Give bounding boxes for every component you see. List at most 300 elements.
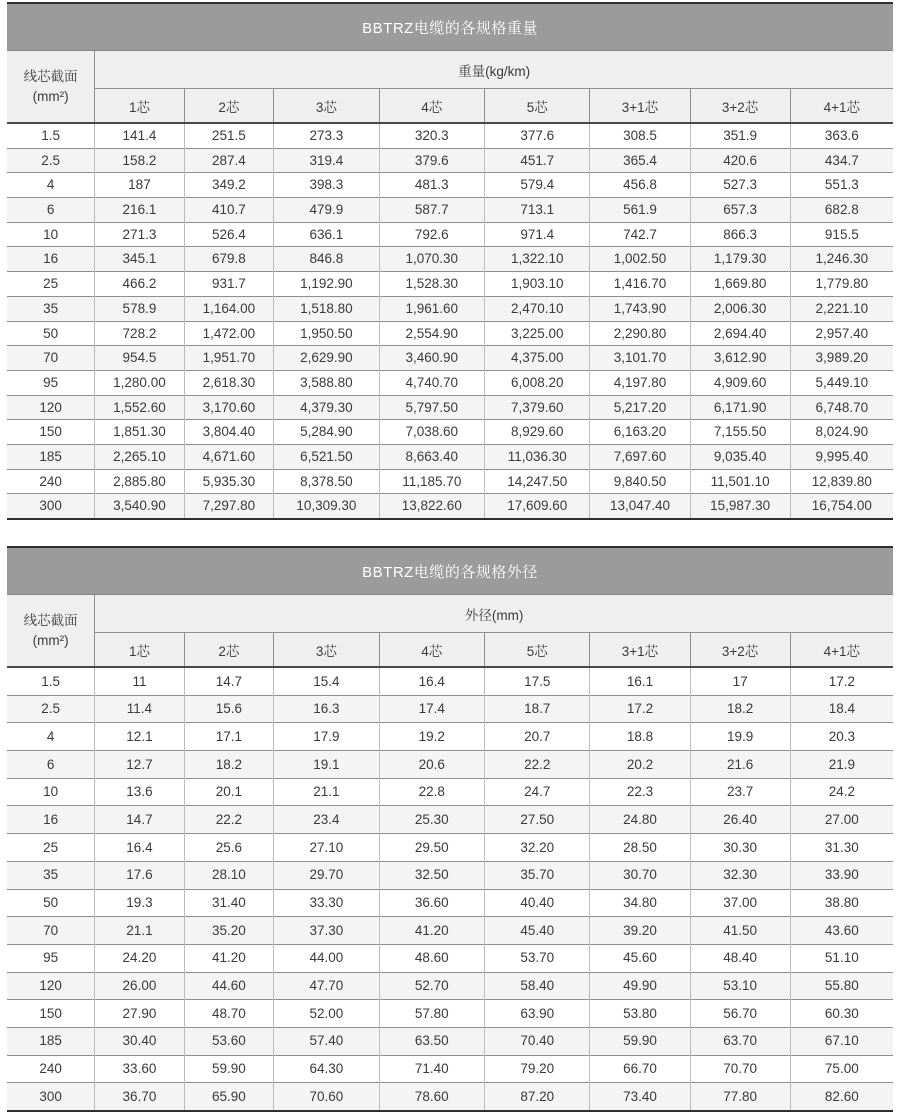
column-header-cell: 3+1芯 (590, 633, 690, 668)
value-cell: 40.40 (485, 889, 590, 917)
value-cell: 3,612.90 (690, 346, 790, 371)
value-cell: 60.30 (790, 1000, 893, 1028)
value-cell: 39.20 (590, 917, 690, 945)
value-cell: 319.4 (274, 148, 379, 173)
value-cell: 5,217.20 (590, 395, 690, 420)
table-title: BBTRZ电缆的各规格外径 (7, 548, 893, 595)
table-row (7, 420, 893, 445)
value-cell: 37.00 (690, 889, 790, 917)
value-cell: 27.90 (95, 1000, 184, 1028)
value-cell: 187 (95, 173, 184, 198)
value-cell: 2,265.10 (95, 444, 184, 469)
table-row (7, 806, 893, 834)
value-cell: 52.70 (379, 972, 484, 1000)
value-cell: 14.7 (184, 667, 273, 695)
table-row (7, 723, 893, 751)
value-cell: 7,297.80 (184, 494, 273, 518)
table-row (7, 972, 893, 1000)
value-cell: 31.30 (790, 834, 893, 862)
value-cell: 3,588.80 (274, 370, 379, 395)
section-cell: 25 (7, 272, 95, 297)
row-header-label: 线芯截面 (23, 68, 78, 84)
value-cell: 365.4 (590, 148, 690, 173)
value-cell: 30.40 (95, 1027, 184, 1055)
section-cell: 240 (7, 469, 95, 494)
section-cell: 6 (7, 198, 95, 223)
value-cell: 28.10 (184, 861, 273, 889)
value-cell: 17.2 (790, 667, 893, 695)
table-row (7, 321, 893, 346)
value-cell: 1,246.30 (790, 247, 893, 272)
section-cell: 10 (7, 778, 95, 806)
value-cell: 82.60 (790, 1083, 893, 1110)
value-cell: 2,554.90 (379, 321, 484, 346)
value-cell: 7,379.60 (485, 395, 590, 420)
table-row (7, 370, 893, 395)
value-cell: 45.40 (485, 917, 590, 945)
value-cell: 25.30 (379, 806, 484, 834)
section-cell: 2.5 (7, 148, 95, 173)
value-cell: 7,697.60 (590, 444, 690, 469)
value-cell: 7,155.50 (690, 420, 790, 445)
value-cell: 55.80 (790, 972, 893, 1000)
value-cell: 19.9 (690, 723, 790, 751)
value-cell: 456.8 (590, 173, 690, 198)
section-cell: 150 (7, 420, 95, 445)
value-cell: 931.7 (184, 272, 273, 297)
table-row (7, 834, 893, 862)
value-cell: 5,449.10 (790, 370, 893, 395)
value-cell: 2,885.80 (95, 469, 184, 494)
value-cell: 1,322.10 (485, 247, 590, 272)
value-cell: 1,472.00 (184, 321, 273, 346)
value-cell: 37.30 (274, 917, 379, 945)
value-cell: 7,038.60 (379, 420, 484, 445)
value-cell: 846.8 (274, 247, 379, 272)
value-cell: 1,416.70 (590, 272, 690, 297)
value-cell: 79.20 (485, 1055, 590, 1083)
value-cell: 35.20 (184, 917, 273, 945)
row-header-label: 线芯截面 (23, 612, 78, 628)
value-cell: 70.70 (690, 1055, 790, 1083)
value-cell: 8,663.40 (379, 444, 484, 469)
value-cell: 67.10 (790, 1027, 893, 1055)
value-cell: 4,375.00 (485, 346, 590, 371)
value-cell: 1,192.90 (274, 272, 379, 297)
value-cell: 43.60 (790, 917, 893, 945)
value-cell: 75.00 (790, 1055, 893, 1083)
value-cell: 24.20 (95, 944, 184, 972)
value-cell: 41.50 (690, 917, 790, 945)
section-cell: 4 (7, 173, 95, 198)
value-cell: 47.70 (274, 972, 379, 1000)
value-cell: 273.3 (274, 123, 379, 148)
value-cell: 251.5 (184, 123, 273, 148)
table-header (7, 51, 893, 123)
value-cell: 3,170.60 (184, 395, 273, 420)
value-cell: 954.5 (95, 346, 184, 371)
value-cell: 17.9 (274, 723, 379, 751)
value-cell: 63.70 (690, 1027, 790, 1055)
section-cell: 300 (7, 494, 95, 518)
table-row (7, 917, 893, 945)
value-cell: 52.00 (274, 1000, 379, 1028)
table-body (7, 667, 893, 1110)
value-cell: 15.4 (274, 667, 379, 695)
column-header-row (7, 89, 893, 124)
section-cell: 1.5 (41, 128, 60, 143)
value-cell: 21.1 (95, 917, 184, 945)
value-cell: 636.1 (274, 222, 379, 247)
table-row (7, 272, 893, 297)
value-cell: 41.20 (379, 917, 484, 945)
value-cell: 2,290.80 (590, 321, 690, 346)
value-cell: 6,748.70 (790, 395, 893, 420)
value-cell: 17.6 (95, 861, 184, 889)
value-cell: 57.40 (274, 1027, 379, 1055)
value-cell: 158.2 (95, 148, 184, 173)
value-cell: 18.4 (790, 695, 893, 723)
value-cell: 36.70 (95, 1083, 184, 1110)
value-cell: 561.9 (590, 198, 690, 223)
value-cell: 18.8 (590, 723, 690, 751)
spec-table-section (7, 2, 893, 520)
section-cell: 6 (7, 751, 95, 779)
value-cell: 363.6 (790, 123, 893, 148)
value-cell: 349.2 (184, 173, 273, 198)
value-cell: 15.6 (184, 695, 273, 723)
value-cell: 45.60 (590, 944, 690, 972)
value-cell: 579.4 (485, 173, 590, 198)
value-cell: 6,008.20 (485, 370, 590, 395)
value-cell: 44.00 (274, 944, 379, 972)
value-cell: 8,929.60 (485, 420, 590, 445)
value-cell: 13,047.40 (590, 494, 690, 518)
value-cell: 22.8 (379, 778, 484, 806)
value-cell: 17.1 (184, 723, 273, 751)
value-cell: 1,179.30 (690, 247, 790, 272)
value-cell: 971.4 (485, 222, 590, 247)
value-cell: 2,957.40 (790, 321, 893, 346)
value-cell: 25.6 (184, 834, 273, 862)
row-header-unit: (mm²) (32, 632, 69, 648)
section-cell: 50 (7, 889, 95, 917)
value-cell: 20.3 (790, 723, 893, 751)
unit-header-row (7, 51, 893, 89)
section-cell: 185 (7, 1027, 95, 1055)
value-cell: 21.1 (274, 778, 379, 806)
table-row (7, 494, 893, 518)
value-cell: 451.7 (485, 148, 590, 173)
column-header-cell: 4+1芯 (790, 633, 893, 668)
table-row (7, 1000, 893, 1028)
column-header-cell: 4芯 (379, 89, 484, 124)
value-cell: 11,036.30 (485, 444, 590, 469)
value-cell: 682.8 (790, 198, 893, 223)
value-cell: 1,518.80 (274, 296, 379, 321)
value-cell: 3,101.70 (590, 346, 690, 371)
value-cell: 48.60 (379, 944, 484, 972)
value-cell: 1,950.50 (274, 321, 379, 346)
table-row (7, 444, 893, 469)
value-cell: 19.2 (379, 723, 484, 751)
value-cell: 32.20 (485, 834, 590, 862)
value-cell: 17.4 (379, 695, 484, 723)
value-cell: 13,822.60 (379, 494, 484, 518)
value-cell: 10,309.30 (274, 494, 379, 518)
section-cell: 95 (7, 944, 95, 972)
value-cell: 23.4 (274, 806, 379, 834)
column-header-cell: 3芯 (274, 633, 379, 668)
value-cell: 24.2 (790, 778, 893, 806)
value-cell: 41.20 (184, 944, 273, 972)
value-cell: 308.5 (590, 123, 690, 148)
value-cell: 9,995.40 (790, 444, 893, 469)
value-cell: 20.1 (184, 778, 273, 806)
value-cell: 57.80 (379, 1000, 484, 1028)
value-cell: 48.70 (184, 1000, 273, 1028)
value-cell: 5,797.50 (379, 395, 484, 420)
value-cell: 16.4 (379, 667, 484, 695)
section-cell: 10 (7, 222, 95, 247)
column-header-cell: 2芯 (184, 89, 273, 124)
section-cell: 70 (7, 346, 95, 371)
value-cell: 527.3 (690, 173, 790, 198)
section-cell: 4 (7, 723, 95, 751)
value-cell: 27.00 (790, 806, 893, 834)
value-cell: 29.50 (379, 834, 484, 862)
value-cell: 1,528.30 (379, 272, 484, 297)
value-cell: 1,951.70 (184, 346, 273, 371)
value-cell: 4,671.60 (184, 444, 273, 469)
value-cell: 20.7 (485, 723, 590, 751)
table-row (7, 1055, 893, 1083)
value-cell: 59.90 (184, 1055, 273, 1083)
value-cell: 1,669.80 (690, 272, 790, 297)
value-cell: 526.4 (184, 222, 273, 247)
column-header-row (7, 633, 893, 668)
value-cell: 63.50 (379, 1027, 484, 1055)
row-header-cell (7, 595, 95, 667)
table-row (7, 469, 893, 494)
value-cell: 2,006.30 (690, 296, 790, 321)
value-cell: 2,694.40 (690, 321, 790, 346)
value-cell: 2,618.30 (184, 370, 273, 395)
value-cell: 78.60 (379, 1083, 484, 1110)
value-cell: 1,961.60 (379, 296, 484, 321)
value-cell: 12.7 (95, 751, 184, 779)
value-cell: 1,164.00 (184, 296, 273, 321)
value-cell: 38.80 (790, 889, 893, 917)
value-cell: 18.2 (690, 695, 790, 723)
column-header-cell: 1芯 (95, 89, 184, 124)
value-cell: 53.60 (184, 1027, 273, 1055)
table-body (7, 123, 893, 518)
column-header-cell: 3芯 (274, 89, 379, 124)
value-cell: 713.1 (485, 198, 590, 223)
table-row (7, 173, 893, 198)
value-cell: 27.10 (274, 834, 379, 862)
value-cell: 53.80 (590, 1000, 690, 1028)
value-cell: 16.3 (274, 695, 379, 723)
value-cell: 51.10 (790, 944, 893, 972)
value-cell: 466.2 (95, 272, 184, 297)
value-cell: 587.7 (379, 198, 484, 223)
value-cell: 32.30 (690, 861, 790, 889)
value-cell: 216.1 (95, 198, 184, 223)
table-row (7, 1027, 893, 1055)
value-cell: 9,840.50 (590, 469, 690, 494)
value-cell: 20.2 (590, 751, 690, 779)
value-cell: 271.3 (95, 222, 184, 247)
table-header (7, 595, 893, 667)
table-row (7, 944, 893, 972)
value-cell: 11,501.10 (690, 469, 790, 494)
value-cell: 22.2 (184, 806, 273, 834)
value-cell: 915.5 (790, 222, 893, 247)
value-cell: 21.9 (790, 751, 893, 779)
value-cell: 77.80 (690, 1083, 790, 1110)
value-cell: 410.7 (184, 198, 273, 223)
value-cell: 58.40 (485, 972, 590, 1000)
section-cell: 150 (7, 1000, 95, 1028)
value-cell: 6,171.90 (690, 395, 790, 420)
value-cell: 3,989.20 (790, 346, 893, 371)
value-cell: 1,903.10 (485, 272, 590, 297)
value-cell: 30.70 (590, 861, 690, 889)
value-cell: 479.9 (274, 198, 379, 223)
value-cell: 11.4 (95, 695, 184, 723)
value-cell: 34.80 (590, 889, 690, 917)
value-cell: 70.60 (274, 1083, 379, 1110)
section-cell: 35 (7, 296, 95, 321)
table-row (7, 395, 893, 420)
section-cell: 185 (7, 444, 95, 469)
value-cell: 48.40 (690, 944, 790, 972)
value-cell: 434.7 (790, 148, 893, 173)
section-cell: 1.5 (41, 673, 60, 689)
value-cell: 17,609.60 (485, 494, 590, 518)
value-cell: 4,909.60 (690, 370, 790, 395)
table-row (7, 296, 893, 321)
value-cell: 33.60 (95, 1055, 184, 1083)
column-header-cell: 1芯 (95, 633, 184, 668)
unit-header-cell: 重量(kg/km) (95, 51, 893, 89)
value-cell: 351.9 (690, 123, 790, 148)
value-cell: 64.30 (274, 1055, 379, 1083)
table-row (7, 667, 893, 695)
section-cell: 16 (7, 247, 95, 272)
value-cell: 32.50 (379, 861, 484, 889)
value-cell: 73.40 (590, 1083, 690, 1110)
value-cell: 6,521.50 (274, 444, 379, 469)
value-cell: 792.6 (379, 222, 484, 247)
value-cell: 9,035.40 (690, 444, 790, 469)
table-row (7, 198, 893, 223)
spec-table (7, 595, 893, 1110)
value-cell: 14.7 (95, 806, 184, 834)
value-cell: 1,002.50 (590, 247, 690, 272)
value-cell: 420.6 (690, 148, 790, 173)
spec-table-section (7, 546, 893, 1112)
value-cell: 679.8 (184, 247, 273, 272)
value-cell: 24.7 (485, 778, 590, 806)
value-cell: 23.7 (690, 778, 790, 806)
value-cell: 12.1 (95, 723, 184, 751)
value-cell: 49.90 (590, 972, 690, 1000)
value-cell: 17.2 (590, 695, 690, 723)
value-cell: 24.80 (590, 806, 690, 834)
value-cell: 551.3 (790, 173, 893, 198)
value-cell: 26.40 (690, 806, 790, 834)
value-cell: 19.3 (95, 889, 184, 917)
value-cell: 1,070.30 (379, 247, 484, 272)
value-cell: 1,552.60 (95, 395, 184, 420)
column-header-cell: 5芯 (485, 633, 590, 668)
table-row (7, 247, 893, 272)
value-cell: 1,743.90 (590, 296, 690, 321)
value-cell: 578.9 (95, 296, 184, 321)
value-cell: 17.5 (485, 667, 590, 695)
column-header-cell: 3+1芯 (590, 89, 690, 124)
section-cell: 2.5 (7, 695, 95, 723)
value-cell: 742.7 (590, 222, 690, 247)
value-cell: 16,754.00 (790, 494, 893, 518)
table-row (7, 148, 893, 173)
value-cell: 20.6 (379, 751, 484, 779)
value-cell: 27.50 (485, 806, 590, 834)
value-cell: 21.6 (690, 751, 790, 779)
section-cell: 16 (7, 806, 95, 834)
value-cell: 3,460.90 (379, 346, 484, 371)
value-cell: 1,851.30 (95, 420, 184, 445)
value-cell: 70.40 (485, 1027, 590, 1055)
value-cell: 56.70 (690, 1000, 790, 1028)
column-header-cell: 4+1芯 (790, 89, 893, 124)
value-cell: 71.40 (379, 1055, 484, 1083)
value-cell: 377.6 (485, 123, 590, 148)
value-cell: 5,935.30 (184, 469, 273, 494)
value-cell: 33.30 (274, 889, 379, 917)
value-cell: 15,987.30 (690, 494, 790, 518)
value-cell: 59.90 (590, 1027, 690, 1055)
value-cell: 28.50 (590, 834, 690, 862)
value-cell: 141.4 (95, 123, 184, 148)
table-row (7, 1083, 893, 1110)
table-row (7, 778, 893, 806)
value-cell: 87.20 (485, 1083, 590, 1110)
value-cell: 31.40 (184, 889, 273, 917)
table-row (7, 695, 893, 723)
value-cell: 2,629.90 (274, 346, 379, 371)
value-cell: 4,379.30 (274, 395, 379, 420)
value-cell: 16.4 (95, 834, 184, 862)
row-header-unit: (mm²) (32, 88, 69, 104)
spec-table (7, 51, 893, 518)
value-cell: 320.3 (379, 123, 484, 148)
value-cell: 65.90 (184, 1083, 273, 1110)
value-cell: 379.6 (379, 148, 484, 173)
value-cell: 22.3 (590, 778, 690, 806)
value-cell: 3,225.00 (485, 321, 590, 346)
value-cell: 53.70 (485, 944, 590, 972)
column-header-cell: 5芯 (485, 89, 590, 124)
value-cell: 18.7 (485, 695, 590, 723)
value-cell: 13.6 (95, 778, 184, 806)
value-cell: 728.2 (95, 321, 184, 346)
table-row (7, 889, 893, 917)
value-cell: 2,470.10 (485, 296, 590, 321)
